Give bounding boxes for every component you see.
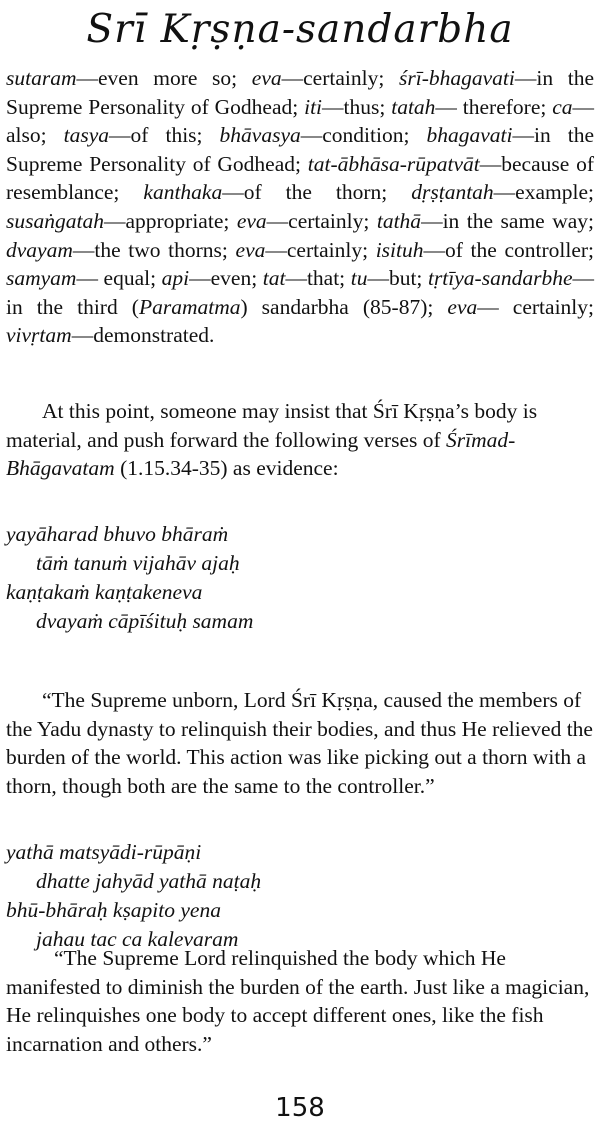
gloss-term: kanthaka bbox=[143, 180, 223, 205]
gloss-term: vivṛtam bbox=[6, 323, 72, 348]
verse1-line: tāṁ tanuṁ vijahāv ajaḥ bbox=[36, 551, 240, 575]
verse1-line: kaṇṭakaṁ kaṇṭakeneva bbox=[6, 580, 203, 604]
gloss-term: tu bbox=[350, 266, 368, 291]
gloss-definition: —in the same way; bbox=[421, 208, 594, 233]
gloss-definition: —in the Supreme Personality of Godhead; bbox=[6, 66, 594, 119]
gloss-definition: —the two thorns; bbox=[72, 237, 236, 262]
gloss-term: ca bbox=[552, 94, 573, 119]
gloss-term: iti bbox=[304, 94, 323, 119]
gloss-term: tathā bbox=[376, 208, 422, 233]
running-head: Srī Kṛṣṇa-sandarbha bbox=[86, 7, 514, 52]
verse1-line: dvayaṁ cāpīśituḥ samam bbox=[36, 609, 254, 633]
gloss-definition: —thus; bbox=[322, 94, 392, 119]
verse2-line: yathā matsyādi-rūpāṇi bbox=[6, 840, 202, 864]
verse1-line: yayāharad bhuvo bhāraṁ bbox=[6, 522, 229, 546]
gloss-definition: ) sandarbha (85-87); bbox=[240, 294, 448, 319]
verse2-line: jahau tac ca kalevaram bbox=[36, 927, 239, 951]
gloss-term: eva bbox=[236, 208, 267, 233]
gloss-term: samyam bbox=[6, 266, 77, 291]
gloss-definition: —demonstrated. bbox=[71, 323, 215, 348]
verse2-line: bhū-bhāraḥ kṣapito yena bbox=[6, 898, 221, 922]
gloss-term: api bbox=[161, 266, 190, 291]
gloss-term: bhagavati bbox=[426, 123, 513, 148]
intro-paragraph bbox=[6, 397, 594, 483]
gloss-definition: —certainly; bbox=[266, 208, 377, 233]
gloss-definition: —in the third ( bbox=[6, 266, 594, 319]
gloss-definition: — also; bbox=[6, 94, 594, 148]
gloss-term: eva bbox=[235, 237, 266, 262]
gloss-definition: —in the Supreme Personality of Godhead; bbox=[6, 123, 594, 176]
gloss-term: sutaram bbox=[6, 66, 77, 90]
gloss-definition: —that; bbox=[285, 266, 351, 291]
gloss-term: tatah bbox=[391, 94, 436, 119]
gloss-term: śrī-bhagavati bbox=[398, 66, 515, 90]
translation-paragraph: “The Supreme Lord relinquished the body which He manifested to diminish the burden of the earth. Just like a magician, He relinquishes one body to accept different ones, like the fish incarnation and others.” bbox=[6, 946, 590, 1056]
gloss-term: dṛṣṭantah bbox=[411, 180, 494, 205]
gloss-term: isituh bbox=[375, 237, 424, 262]
gloss-definition: —because of resemblance; bbox=[6, 151, 594, 205]
gloss-term: susaṅgatah bbox=[6, 208, 104, 233]
gloss-definition: —but; bbox=[367, 266, 428, 291]
gloss-definition: — equal; bbox=[76, 266, 162, 291]
word-for-word-glossary bbox=[6, 64, 594, 350]
gloss-term: tat bbox=[262, 266, 286, 291]
gloss-definition: —example; bbox=[493, 180, 594, 205]
gloss-definition: —condition; bbox=[300, 123, 427, 148]
gloss-definition: —of the thorn; bbox=[222, 180, 412, 205]
gloss-definition: —even more so; bbox=[76, 66, 252, 90]
gloss-term: tṛtīya-sandarbhe bbox=[427, 266, 573, 291]
gloss-definition: —of this; bbox=[109, 123, 220, 148]
gloss-term: bhāvasya bbox=[219, 123, 301, 148]
gloss-definition: — therefore; bbox=[435, 94, 553, 119]
gloss-definition: —of the controller; bbox=[423, 237, 594, 262]
gloss-definition: —certainly; bbox=[281, 66, 399, 90]
gloss-definition: —certainly; bbox=[265, 237, 376, 262]
gloss-definition: —appropriate; bbox=[103, 208, 237, 233]
gloss-definition: —even; bbox=[189, 266, 263, 291]
page-number: 158 bbox=[275, 1093, 325, 1123]
gloss-term: dvayam bbox=[6, 237, 73, 262]
gloss-term: tasya bbox=[63, 123, 110, 148]
gloss-term: Paramatma bbox=[138, 294, 241, 319]
gloss-definition: — certainly; bbox=[477, 294, 594, 319]
verse2-line: dhatte jahyād yathā naṭaḥ bbox=[36, 869, 262, 893]
intro-text: At this point, someone may insist that Śrī Kṛṣṇa’s body is material, and push forward the following verses of bbox=[6, 399, 538, 452]
translation-paragraph: “The Supreme unborn, Lord Śrī Kṛṣṇa, caused the members of the Yadu dynasty to relinquish their bodies, and thus He relieved the burden of the world. This action was like picking out a thorn with a thorn, though both are the same to the controller.” bbox=[6, 688, 593, 798]
gloss-term: tat-ābhāsa-rūpatvāt bbox=[307, 151, 480, 176]
scripture-title: Śrīmad-Bhāgavatam bbox=[6, 427, 516, 481]
gloss-term: eva bbox=[447, 294, 478, 319]
intro-text-end: (1.15.34-35) as evidence: bbox=[114, 456, 339, 481]
gloss-term: eva bbox=[251, 66, 282, 90]
